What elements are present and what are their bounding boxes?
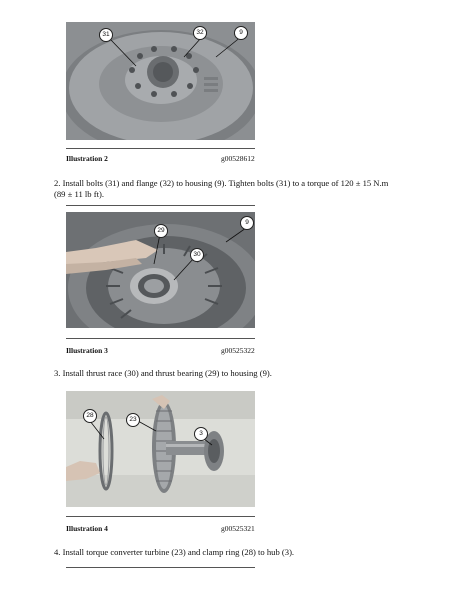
illustration-2-caption: Illustration 2 (66, 154, 108, 163)
callout-30: 30 (190, 248, 204, 262)
callout-28: 28 (83, 409, 97, 423)
illustration-2-id: g00528612 (221, 154, 255, 163)
callout-32: 32 (193, 26, 207, 40)
illustration-4-id: g00525321 (221, 524, 255, 533)
figure-rule (66, 338, 255, 339)
illustration-3-caption: Illustration 3 (66, 346, 108, 355)
figure-rule (66, 516, 255, 517)
callout-3: 3 (194, 427, 208, 441)
callout-9: 9 (240, 216, 254, 230)
callout-23: 23 (126, 413, 140, 427)
illustration-4-caption: Illustration 4 (66, 524, 108, 533)
illustration-4-photo (66, 391, 255, 507)
callout-29: 29 (154, 224, 168, 238)
figure-rule (66, 205, 255, 206)
figure-rule (66, 567, 255, 568)
step-2-text: 2. Install bolts (31) and flange (32) to housing (9). Tighten bolts (31) to a torque of 120 ± 15 N.m (89 ± 11 lb ft). (54, 178, 389, 199)
illustration-2-photo (66, 22, 255, 140)
callout-31: 31 (99, 28, 113, 42)
step-4-text: 4. Install torque converter turbine (23) and clamp ring (28) to hub (3). (54, 547, 295, 557)
step-3-text: 3. Install thrust race (30) and thrust bearing (29) to housing (9). (54, 368, 272, 378)
illustration-3-photo (66, 212, 255, 328)
figure-rule (66, 148, 255, 149)
callout-9: 9 (234, 26, 248, 40)
illustration-3-id: g00525322 (221, 346, 255, 355)
